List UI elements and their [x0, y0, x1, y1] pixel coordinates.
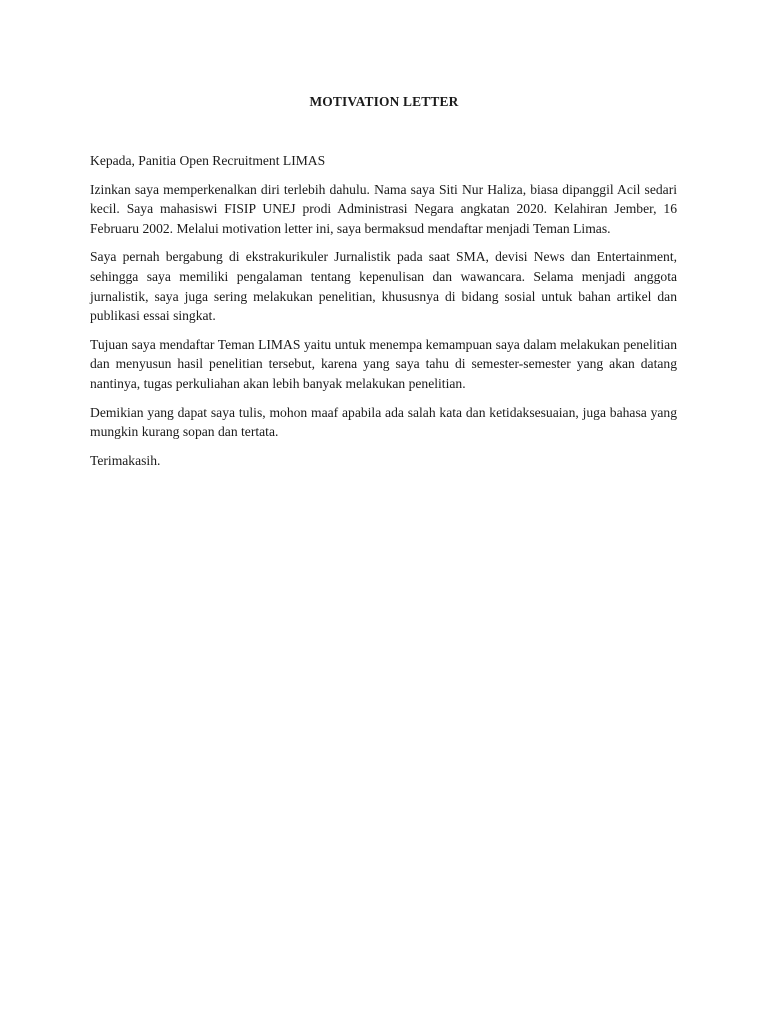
- letter-body: [90, 151, 677, 479]
- paragraph-goal: Tujuan saya mendaftar Teman LIMAS yaitu untuk menempa kemampuan saya dalam melakukan penelitian dan menyusun hasil penelitian tersebut, karena yang saya tahu di semester-semester yang akan datang nantinya, tugas perkuliahan akan lebih banyak melakukan penelitian.: [90, 336, 677, 391]
- salutation: Kepada, Panitia Open Recruitment LIMAS: [90, 153, 326, 168]
- paragraph-apology: Demikian yang dapat saya tulis, mohon maaf apabila ada salah kata dan ketidaksesuaian, juga bahasa yang mungkin kurang sopan dan tertata.: [90, 404, 677, 440]
- letter-title: MOTIVATION LETTER: [309, 94, 459, 109]
- paragraph-introduction: Izinkan saya memperkenalkan diri terlebih dahulu. Nama saya Siti Nur Haliza, biasa dipanggil Acil sedari kecil. Saya mahasiswi FISIP UNEJ prodi Administrasi Negara angkatan 2020. Kelahiran Jember, 16 Februaru 2002. Melalui motivation letter ini, saya bermaksud mendaftar menjadi Teman Limas.: [90, 181, 677, 236]
- paragraph-experience: Saya pernah bergabung di ekstrakurikuler Jurnalistik pada saat SMA, devisi News dan Entertainment, sehingga saya memiliki pengalaman tentang kepenulisan dan wawancara. Selama menjadi anggota jurnalistik, saya juga sering melakukan penelitian, khususnya di bidang sosial untuk bahan artikel dan publikasi essai singkat.: [90, 249, 677, 324]
- closing: Terimakasih.: [90, 452, 161, 468]
